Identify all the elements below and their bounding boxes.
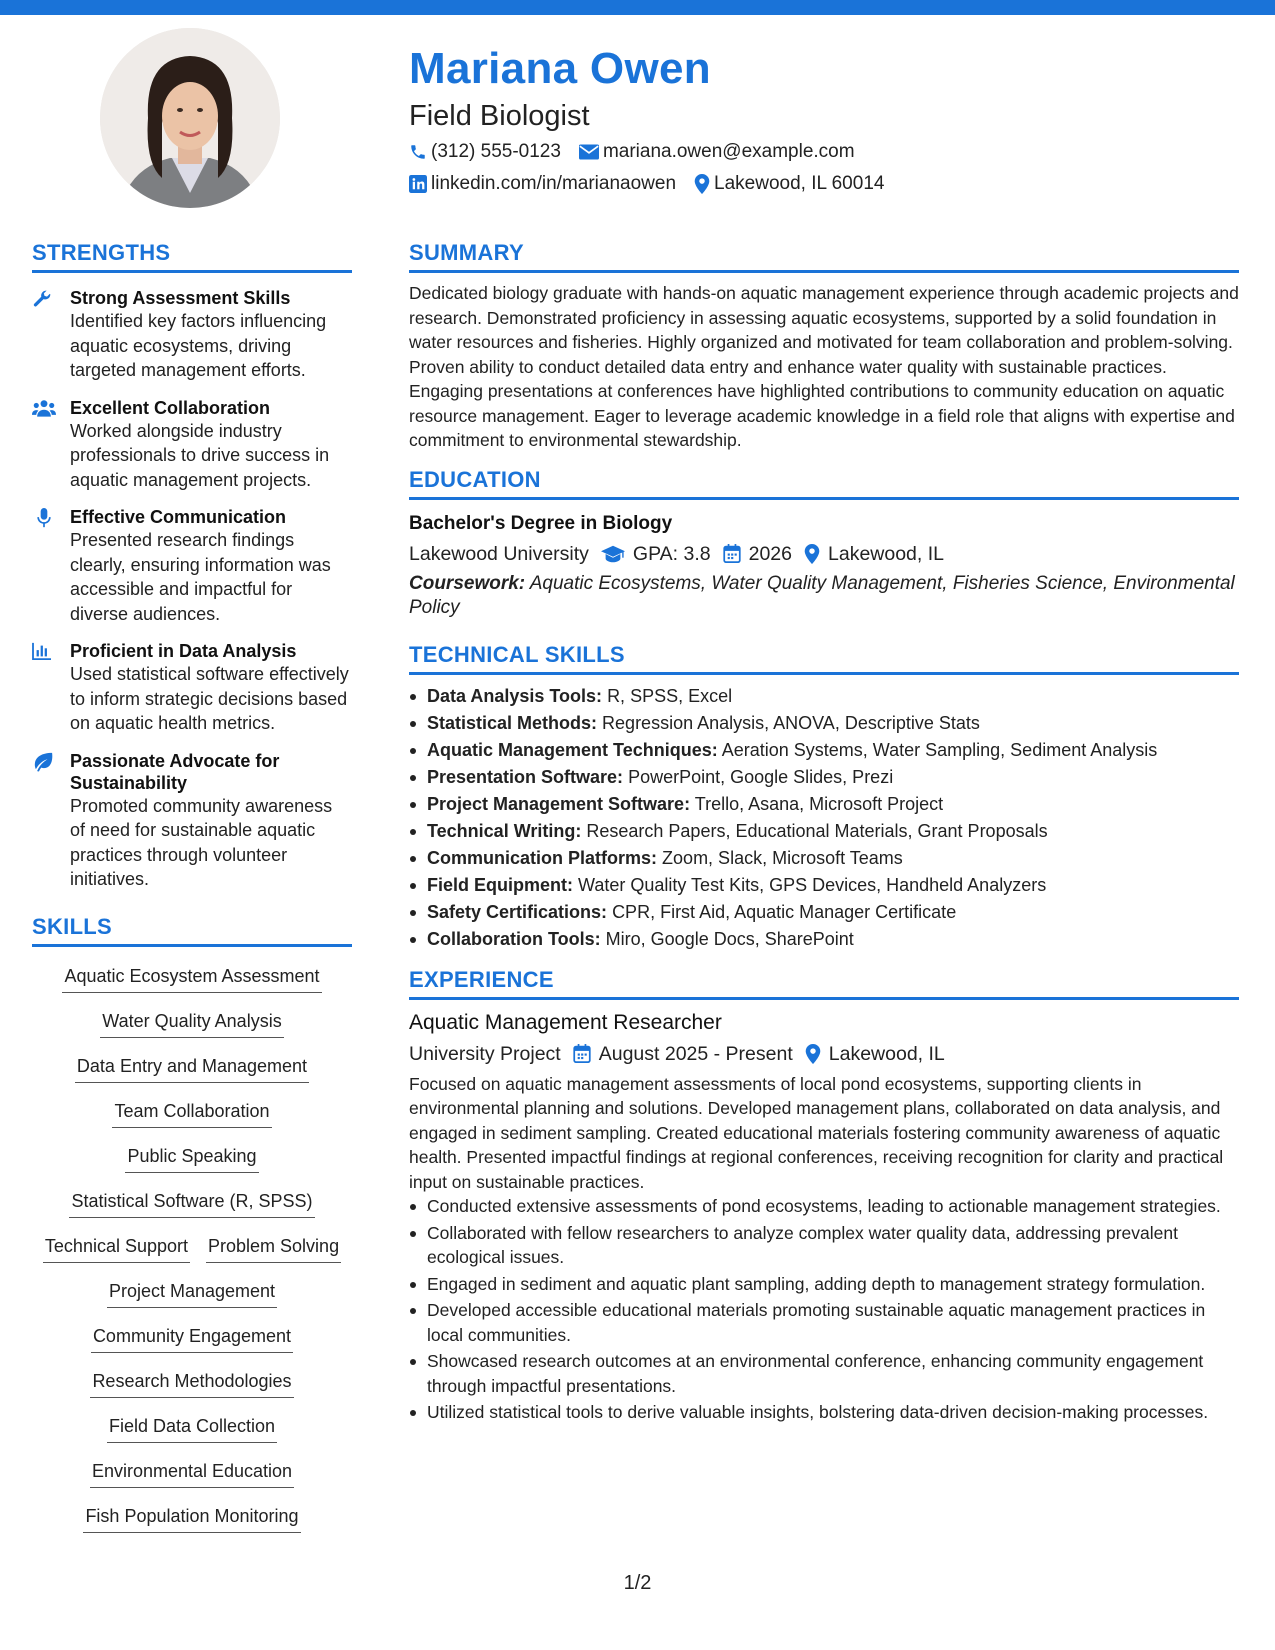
- summary-text: Dedicated biology graduate with hands-on aquatic management experience through academic projects and research. Demonstrated proficiency in assessing aquatic ecosystems, supported by a solid foundation in water resources and fisheries. Highly organized and motivated for team collaboration and problem-solving. Proven ability to conduct detailed data entry and enhance water quality with sustainable practices. Engaging presentations at conferences have highlighted contributions to community education on aquatic resource management. Eager to leverage academic knowledge in a field role that aligns with expertise and commitment to environmental stewardship.: [409, 283, 1239, 450]
- list-item: Showcased research outcomes at an environmental conference, enhancing community engagement through impactful presentations.: [409, 1349, 1239, 1398]
- map-pin-icon: [805, 1044, 821, 1064]
- summary-heading: SUMMARY: [409, 240, 1239, 273]
- tech-label: Project Management Software:: [427, 793, 691, 814]
- phone-text: (312) 555-0123: [431, 141, 561, 162]
- tech-label: Technical Writing:: [427, 820, 582, 841]
- tech-value: Research Papers, Educational Materials, Grant Proposals: [586, 820, 1048, 841]
- tech-value: PowerPoint, Google Slides, Prezi: [628, 766, 894, 787]
- list-item: Utilized statistical tools to derive valuable insights, bolstering data-driven decision-making processes.: [409, 1400, 1239, 1425]
- candidate-name: Mariana Owen: [409, 44, 711, 93]
- list-item: [409, 926, 1239, 953]
- map-pin-icon: [804, 544, 820, 564]
- coursework: [409, 572, 1239, 620]
- school-name: Lakewood University: [409, 542, 589, 565]
- email-contact[interactable]: [579, 136, 855, 168]
- tech-label: Safety Certifications:: [427, 901, 608, 922]
- skill-tag: Technical Support: [43, 1231, 190, 1263]
- skill-tag: Research Methodologies: [90, 1366, 293, 1398]
- skill-tag: Data Entry and Management: [75, 1051, 309, 1083]
- list-item: [409, 872, 1239, 899]
- experience-heading: EXPERIENCE: [409, 967, 1239, 1000]
- tech-value: Aeration Systems, Water Sampling, Sediment Analysis: [721, 739, 1158, 760]
- strength-item: [32, 397, 352, 493]
- strength-title: Excellent Collaboration: [70, 397, 271, 418]
- education-entry: [409, 510, 1239, 620]
- coursework-text: Aquatic Ecosystems, Water Quality Management, Fisheries Science, Environmental Policy: [409, 572, 1235, 618]
- education-heading: EDUCATION: [409, 467, 1239, 500]
- skill-tag: Community Engagement: [91, 1321, 293, 1353]
- job-location: Lakewood, IL: [828, 1042, 945, 1065]
- strength-item: [32, 287, 352, 383]
- tech-label: Data Analysis Tools:: [427, 685, 603, 706]
- strength-item: [32, 750, 352, 892]
- phone-icon: [409, 143, 427, 161]
- job-bullets: [409, 1194, 1239, 1425]
- strengths-heading: STRENGTHS: [32, 240, 352, 273]
- wrench-icon: [32, 289, 52, 309]
- education-meta: [409, 538, 1239, 570]
- calendar-icon: [723, 544, 741, 563]
- skill-tag: Statistical Software (R, SPSS): [69, 1186, 314, 1218]
- strength-desc: Identified key factors influencing aquatic ecosystems, driving targeted management efforts.: [70, 311, 327, 380]
- skills-heading: SKILLS: [32, 914, 352, 947]
- strength-item: [32, 640, 352, 736]
- skill-tag: Field Data Collection: [107, 1411, 277, 1443]
- users-icon: [32, 399, 56, 417]
- location-contact: [694, 168, 884, 200]
- strength-desc: Promoted community awareness of need for sustainable aquatic practices through volunteer initiatives.: [70, 795, 333, 889]
- contact-row-2: [409, 168, 1239, 200]
- graduation-cap-icon: [601, 545, 625, 563]
- top-accent-bar: [0, 0, 1275, 15]
- linkedin-icon: [409, 175, 427, 193]
- tech-value: Miro, Google Docs, SharePoint: [605, 928, 854, 949]
- right-column: [409, 240, 1239, 1427]
- education-location: Lakewood, IL: [828, 542, 945, 565]
- email-text: mariana.owen@example.com: [602, 141, 855, 162]
- degree-title: Bachelor's Degree in Biology: [409, 512, 673, 534]
- strength-title: Proficient in Data Analysis: [70, 641, 297, 661]
- list-item: [409, 791, 1239, 818]
- skill-tag: Team Collaboration: [112, 1096, 271, 1128]
- graduation-year: 2026: [748, 542, 792, 565]
- job-description: Focused on aquatic management assessments of local pond ecosystems, supporting clients in environmental planning and solutions. Developed management plans, collaborated on data analysis, and engaged in sediment sampling. Created educational materials fostering community awareness of aquatic health. Presented impactful findings at regional conferences, receiving recognition for clarity and practical input on sustainable practices.: [409, 1073, 1224, 1192]
- strength-title: Passionate Advocate for Sustainability: [70, 750, 280, 793]
- location-text: Lakewood, IL 60014: [714, 173, 885, 194]
- skill-tag: Public Speaking: [125, 1141, 258, 1173]
- strength-desc: Used statistical software effectively to inform strategic decisions based on aquatic health metrics.: [70, 664, 349, 733]
- technical-skills-list: [409, 683, 1239, 953]
- skills-list: [32, 961, 352, 1546]
- tech-value: Water Quality Test Kits, GPS Devices, Handheld Analyzers: [578, 874, 1047, 895]
- skill-tag: Project Management: [107, 1276, 277, 1308]
- list-item: Developed accessible educational materials promoting sustainable aquatic management practices in local communities.: [409, 1298, 1239, 1347]
- list-item: [409, 818, 1239, 845]
- list-item: [409, 845, 1239, 872]
- tech-label: Presentation Software:: [427, 766, 624, 787]
- contact-row-1: [409, 136, 1239, 168]
- tech-value: R, SPSS, Excel: [607, 685, 733, 706]
- job-org: University Project: [409, 1042, 561, 1065]
- skill-tag: Problem Solving: [206, 1231, 341, 1263]
- leaf-icon: [32, 752, 54, 772]
- tech-label: Collaboration Tools:: [427, 928, 601, 949]
- microphone-icon: [37, 508, 51, 528]
- strength-desc: Worked alongside industry professionals to drive success in aquatic management projects.: [70, 420, 330, 490]
- tech-label: Communication Platforms:: [427, 847, 658, 868]
- list-item: Conducted extensive assessments of pond ecosystems, leading to actionable management strategies.: [409, 1194, 1239, 1219]
- phone-contact[interactable]: [409, 136, 561, 168]
- tech-value: Zoom, Slack, Microsoft Teams: [662, 847, 903, 868]
- resume-header: [409, 40, 1239, 200]
- tech-label: Statistical Methods:: [427, 712, 598, 733]
- list-item: [409, 683, 1239, 710]
- skill-tag: Water Quality Analysis: [100, 1006, 283, 1038]
- bar-chart-icon: [32, 642, 52, 660]
- strength-title: Effective Communication: [70, 507, 287, 527]
- strength-item: [32, 506, 352, 626]
- coursework-label: Coursework:: [409, 572, 526, 594]
- job-title: Aquatic Management Researcher: [409, 1010, 722, 1034]
- candidate-role: Field Biologist: [409, 100, 590, 132]
- linkedin-text: linkedin.com/in/marianaowen: [431, 173, 677, 194]
- tech-value: CPR, First Aid, Aquatic Manager Certificate: [612, 901, 957, 922]
- list-item: [409, 899, 1239, 926]
- strength-title: Strong Assessment Skills: [70, 288, 291, 308]
- gpa-text: GPA: 3.8: [632, 542, 711, 565]
- linkedin-contact[interactable]: [409, 168, 676, 200]
- list-item: [409, 764, 1239, 791]
- strength-desc: Presented research findings clearly, ensuring information was accessible and impactful for diverse audiences.: [70, 530, 331, 624]
- skill-tag: Fish Population Monitoring: [83, 1501, 300, 1533]
- technical-skills-heading: TECHNICAL SKILLS: [409, 642, 1239, 675]
- left-column: [32, 240, 352, 1546]
- list-item: Engaged in sediment and aquatic plant sampling, adding depth to management strategy formulation.: [409, 1272, 1239, 1297]
- list-item: [409, 737, 1239, 764]
- tech-value: Regression Analysis, ANOVA, Descriptive Stats: [602, 712, 980, 733]
- map-pin-icon: [694, 174, 710, 194]
- skill-tag: Environmental Education: [90, 1456, 294, 1488]
- job-meta: [409, 1038, 1239, 1070]
- tech-label: Aquatic Management Techniques:: [427, 739, 718, 760]
- list-item: Collaborated with fellow researchers to analyze complex water quality data, addressing prevalent ecological issues.: [409, 1221, 1239, 1270]
- skill-tag: Aquatic Ecosystem Assessment: [62, 961, 321, 993]
- job-dates: August 2025 - Present: [598, 1042, 793, 1065]
- calendar-icon: [573, 1044, 591, 1063]
- page-number: 1/2: [623, 1572, 652, 1594]
- envelope-icon: [579, 144, 599, 160]
- profile-photo: [100, 28, 280, 208]
- list-item: [409, 710, 1239, 737]
- tech-value: Trello, Asana, Microsoft Project: [694, 793, 944, 814]
- tech-label: Field Equipment:: [427, 874, 573, 895]
